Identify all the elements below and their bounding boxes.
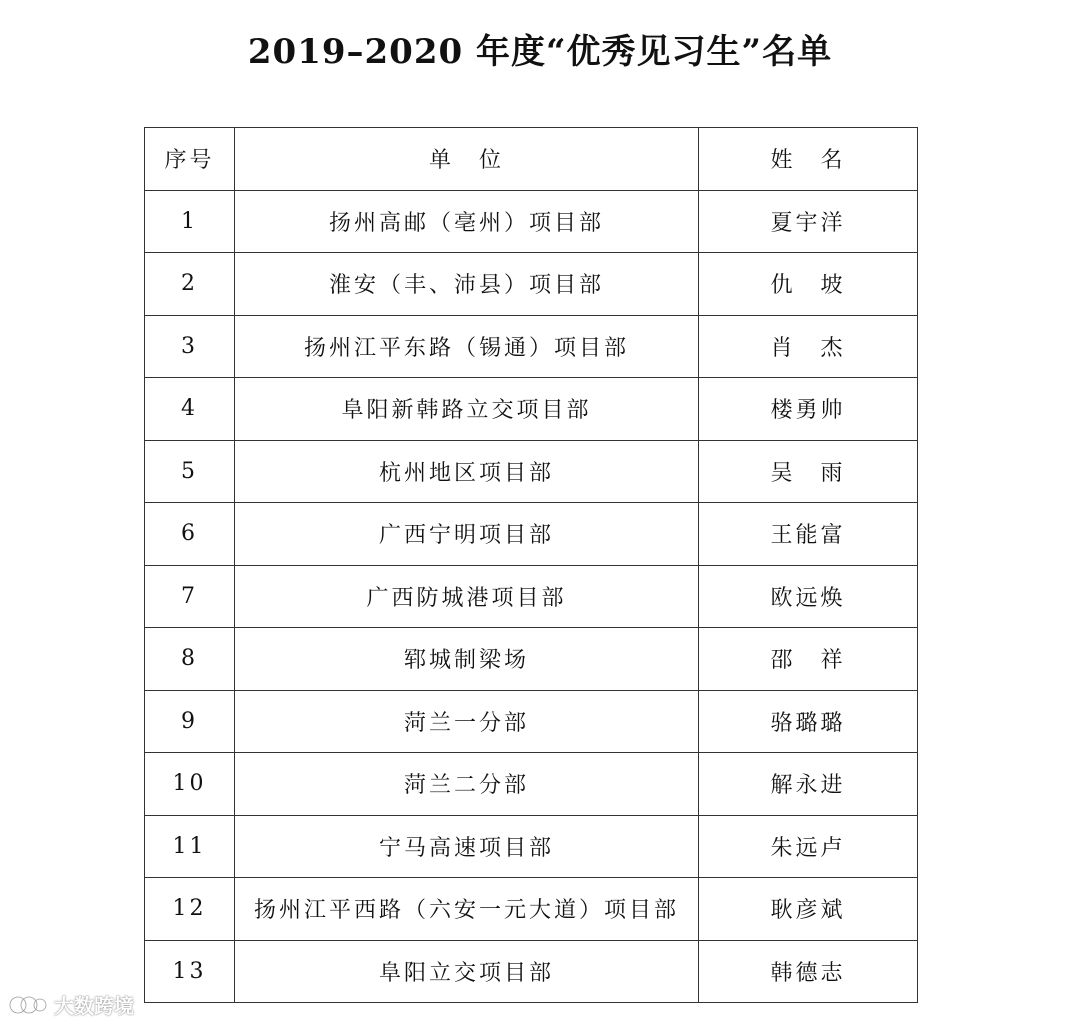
table-row — [145, 628, 918, 691]
row-name: 骆璐璐 — [699, 690, 918, 753]
page-title: 2019–2020 年度“优秀见习生”名单 — [247, 32, 833, 72]
header-no: 序号 — [145, 128, 235, 191]
row-unit: 阜阳立交项目部 — [235, 940, 699, 1003]
row-unit: 郓城制梁场 — [235, 628, 699, 691]
table-row — [145, 440, 918, 503]
row-name: 楼勇帅 — [699, 378, 918, 441]
row-unit: 扬州江平西路（六安一元大道）项目部 — [235, 878, 699, 941]
table-row — [145, 878, 918, 941]
row-no: 5 — [145, 440, 235, 503]
row-no: 9 — [145, 690, 235, 753]
row-unit: 扬州高邮（亳州）项目部 — [235, 190, 699, 253]
table-row — [145, 815, 918, 878]
table-row — [145, 690, 918, 753]
row-unit: 菏兰二分部 — [235, 753, 699, 816]
row-name: 耿彦斌 — [699, 878, 918, 941]
header-name: 姓 名 — [699, 128, 918, 191]
row-no: 13 — [145, 940, 235, 1003]
row-no: 11 — [145, 815, 235, 878]
row-no: 1 — [145, 190, 235, 253]
row-no: 10 — [145, 753, 235, 816]
header-unit: 单 位 — [235, 128, 699, 191]
table-row — [145, 503, 918, 566]
row-name: 朱远卢 — [699, 815, 918, 878]
row-unit: 杭州地区项目部 — [235, 440, 699, 503]
row-name: 王能富 — [699, 503, 918, 566]
table-row — [145, 378, 918, 441]
row-name: 夏宇洋 — [699, 190, 918, 253]
row-name: 吴 雨 — [699, 440, 918, 503]
row-name: 解永进 — [699, 753, 918, 816]
row-unit: 广西宁明项目部 — [235, 503, 699, 566]
table-row — [145, 940, 918, 1003]
chain-logo-icon — [8, 992, 48, 1018]
row-name: 仇 坡 — [699, 253, 918, 316]
row-unit: 扬州江平东路（锡通）项目部 — [235, 315, 699, 378]
table-row — [145, 190, 918, 253]
row-no: 6 — [145, 503, 235, 566]
row-no: 7 — [145, 565, 235, 628]
table-row — [145, 315, 918, 378]
row-unit: 广西防城港项目部 — [235, 565, 699, 628]
row-no: 2 — [145, 253, 235, 316]
row-name: 肖 杰 — [699, 315, 918, 378]
row-unit: 宁马高速项目部 — [235, 815, 699, 878]
row-unit: 阜阳新韩路立交项目部 — [235, 378, 699, 441]
row-unit: 淮安（丰、沛县）项目部 — [235, 253, 699, 316]
table-header-row — [145, 128, 918, 191]
row-name: 欧远焕 — [699, 565, 918, 628]
row-name: 韩德志 — [699, 940, 918, 1003]
row-name: 邵 祥 — [699, 628, 918, 691]
row-no: 12 — [145, 878, 235, 941]
table-row — [145, 565, 918, 628]
row-unit: 菏兰一分部 — [235, 690, 699, 753]
row-no: 4 — [145, 378, 235, 441]
row-no: 8 — [145, 628, 235, 691]
row-no: 3 — [145, 315, 235, 378]
table-row — [145, 253, 918, 316]
table-row — [145, 753, 918, 816]
watermark-text: 大数跨境 — [54, 994, 134, 1018]
watermark — [8, 990, 134, 1019]
roster-table — [144, 127, 918, 1003]
